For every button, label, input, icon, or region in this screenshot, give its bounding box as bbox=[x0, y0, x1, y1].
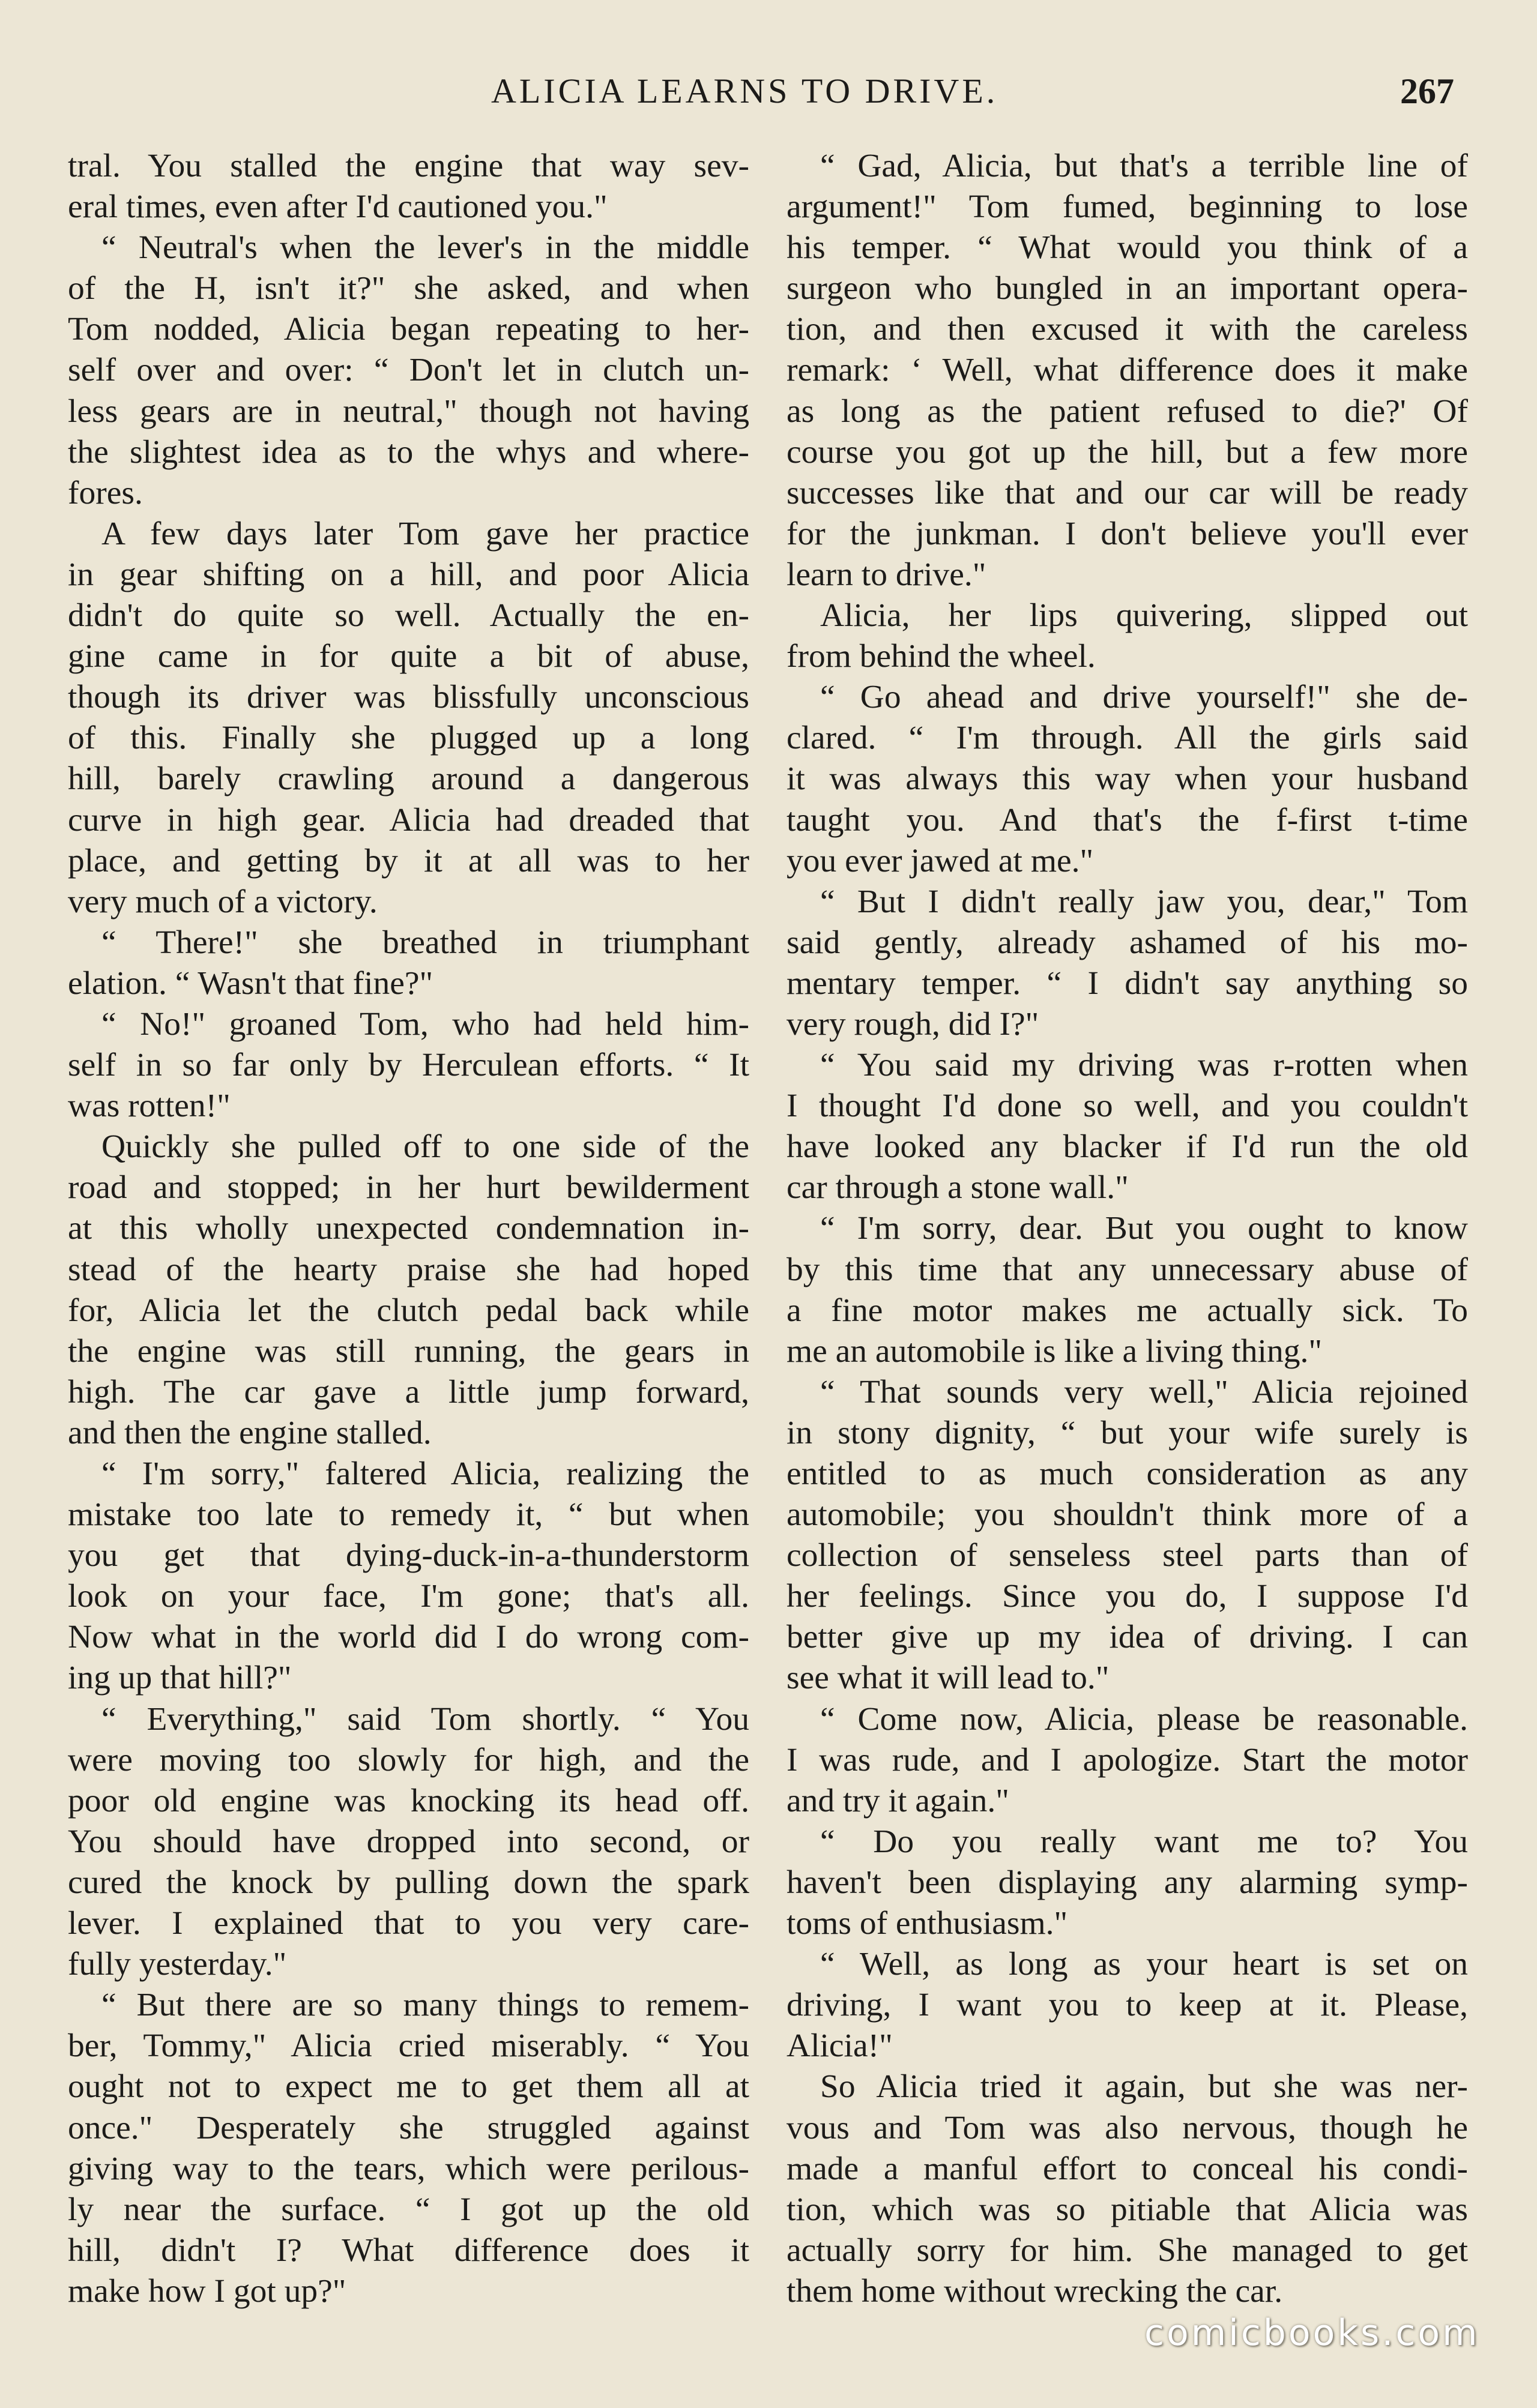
text-line: poor old engine was knocking its head off. bbox=[68, 1782, 749, 1819]
text-line: it was always this way when your husband bbox=[787, 760, 1468, 798]
text-line: fores. bbox=[68, 474, 143, 511]
text-line: of this. Finally she plugged up a long bbox=[68, 720, 749, 757]
text-line: see what it will lead to." bbox=[787, 1660, 1110, 1697]
text-line: argument!" Tom fumed, beginning to lose bbox=[787, 188, 1468, 226]
text-line: cured the knock by pulling down the spark bbox=[68, 1864, 749, 1901]
text-line: driving, I want you to keep at it. Please, bbox=[787, 1987, 1468, 2024]
text-line: “ But I didn't really jaw you, dear," Tom bbox=[820, 883, 1468, 920]
text-line: self over and over: “ Don't let in clutch un- bbox=[68, 352, 749, 389]
text-line: ber, Tommy," Alicia cried miserably. “ You bbox=[68, 2027, 749, 2065]
text-line: collection of senseless steel parts than of bbox=[787, 1537, 1468, 1574]
text-line: road and stopped; in her hurt bewilderment bbox=[68, 1169, 749, 1206]
watermark: comicbooks.com bbox=[1144, 2312, 1480, 2354]
text-line: make how I got up?" bbox=[68, 2272, 346, 2310]
text-line: car through a stone wall." bbox=[787, 1169, 1129, 1206]
text-line: ing up that hill?" bbox=[68, 1660, 292, 1697]
text-line: I was rude, and I apologize. Start the motor bbox=[787, 1741, 1468, 1778]
text-line: A few days later Tom gave her practice bbox=[101, 515, 749, 552]
text-line: tion, which was so pitiable that Alicia was bbox=[787, 2191, 1468, 2228]
text-line: clared. “ I'm through. All the girls said bbox=[787, 720, 1468, 757]
text-line: actually sorry for him. She managed to get bbox=[787, 2232, 1468, 2269]
text-line: in gear shifting on a hill, and poor Alicia bbox=[68, 556, 749, 593]
text-line: taught you. And that's the f-first t-time bbox=[787, 801, 1468, 838]
text-line: “ Everything," said Tom shortly. “ You bbox=[101, 1700, 749, 1738]
text-line: “ I'm sorry, dear. But you ought to know bbox=[820, 1210, 1468, 1247]
text-line: entitled to as much consideration as any bbox=[787, 1455, 1468, 1492]
left-column bbox=[68, 146, 749, 2312]
text-line: hill, barely crawling around a dangerous bbox=[68, 760, 749, 798]
text-line: course you got up the hill, but a few more bbox=[787, 433, 1468, 471]
text-line: “ Go ahead and drive yourself!" she de- bbox=[820, 679, 1468, 716]
text-line: I thought I'd done so well, and you couldn't bbox=[787, 1088, 1468, 1125]
text-line: in stony dignity, “ but your wife surely is bbox=[787, 1414, 1468, 1451]
text-line: made a manful effort to conceal his condi- bbox=[787, 2150, 1468, 2187]
text-line: you get that dying-duck-in-a-thunderstorm bbox=[68, 1537, 749, 1574]
running-header bbox=[0, 71, 1537, 113]
text-line: Now what in the world did I do wrong com- bbox=[68, 1619, 749, 1656]
text-line: of the H, isn't it?" she asked, and when bbox=[68, 270, 749, 307]
text-line: “ Neutral's when the lever's in the middle bbox=[101, 229, 749, 266]
text-line: his temper. “ What would you think of a bbox=[787, 229, 1468, 266]
text-line: mentary temper. “ I didn't say anything so bbox=[787, 965, 1468, 1002]
text-line: tion, and then excused it with the careless bbox=[787, 311, 1468, 348]
text-line: didn't do quite so well. Actually the en- bbox=[68, 597, 749, 634]
text-line: successes like that and our car will be ready bbox=[787, 474, 1468, 511]
text-line: at this wholly unexpected condemnation in- bbox=[68, 1210, 749, 1247]
text-line: “ But there are so many things to remem- bbox=[101, 1987, 749, 2024]
text-line: learn to drive." bbox=[787, 556, 986, 593]
text-line: curve in high gear. Alicia had dreaded that bbox=[68, 801, 749, 838]
text-line: as long as the patient refused to die?' Of bbox=[787, 393, 1468, 430]
text-line: mistake too late to remedy it, “ but when bbox=[68, 1496, 749, 1534]
text-line: very much of a victory. bbox=[68, 883, 378, 920]
text-line: haven't been displaying any alarming symp- bbox=[787, 1864, 1468, 1901]
right-column bbox=[787, 146, 1468, 2312]
text-line: me an automobile is like a living thing." bbox=[787, 1332, 1323, 1370]
text-line: for the junkman. I don't believe you'll ever bbox=[787, 515, 1468, 552]
text-line: “ I'm sorry," faltered Alicia, realizing the bbox=[101, 1455, 749, 1492]
text-line: “ No!" groaned Tom, who had held him- bbox=[101, 1005, 749, 1043]
text-line: vous and Tom was also nervous, though he bbox=[787, 2109, 1468, 2146]
text-line: once." Desperately she struggled against bbox=[68, 2109, 749, 2146]
text-line: “ Gad, Alicia, but that's a terrible line of bbox=[820, 148, 1468, 184]
text-line: tral. You stalled the engine that way sev- bbox=[68, 148, 749, 184]
running-title: ALICIA LEARNS TO DRIVE. bbox=[491, 71, 998, 110]
text-line: ought not to expect me to get them all at bbox=[68, 2068, 749, 2105]
text-line: “ Well, as long as your heart is set on bbox=[820, 1946, 1468, 1983]
text-line: So Alicia tried it again, but she was ner- bbox=[820, 2068, 1468, 2105]
text-line: “ That sounds very well," Alicia rejoined bbox=[820, 1373, 1468, 1410]
text-line: surgeon who bungled in an important opera- bbox=[787, 270, 1468, 307]
text-line: look on your face, I'm gone; that's all. bbox=[68, 1578, 749, 1615]
text-line: a fine motor makes me actually sick. To bbox=[787, 1292, 1468, 1329]
text-line: gine came in for quite a bit of abuse, bbox=[68, 638, 749, 675]
text-line: lever. I explained that to you very care- bbox=[68, 1905, 749, 1942]
text-line: was rotten!" bbox=[68, 1088, 231, 1125]
text-line: You should have dropped into second, or bbox=[68, 1823, 749, 1860]
text-line: ly near the surface. “ I got up the old bbox=[68, 2191, 749, 2228]
text-line: by this time that any unnecessary abuse of bbox=[787, 1251, 1468, 1288]
text-line: “ You said my driving was r-rotten when bbox=[820, 1047, 1468, 1084]
text-line: less gears are in neutral," though not having bbox=[68, 393, 749, 430]
text-line: eral times, even after I'd cautioned you." bbox=[68, 188, 608, 226]
text-line: remark: ‘ Well, what difference does it make bbox=[787, 352, 1468, 389]
text-line: giving way to the tears, which were perilous- bbox=[68, 2150, 749, 2187]
text-line: better give up my idea of driving. I can bbox=[787, 1619, 1468, 1656]
text-line: said gently, already ashamed of his mo- bbox=[787, 924, 1468, 961]
text-line: you ever jawed at me." bbox=[787, 842, 1094, 879]
text-line: them home without wrecking the car. bbox=[787, 2272, 1283, 2310]
text-line: and try it again." bbox=[787, 1782, 1009, 1819]
text-line: toms of enthusiasm." bbox=[787, 1905, 1068, 1942]
text-line: have looked any blacker if I'd run the old bbox=[787, 1128, 1468, 1166]
text-line: “ Do you really want me to? You bbox=[820, 1823, 1468, 1860]
text-line: her feelings. Since you do, I suppose I'd bbox=[787, 1578, 1468, 1615]
page-number: 267 bbox=[1400, 71, 1454, 111]
text-line: high. The car gave a little jump forward, bbox=[68, 1373, 749, 1410]
text-line: fully yesterday." bbox=[68, 1946, 287, 1983]
text-line: “ Come now, Alicia, please be reasonable. bbox=[820, 1700, 1468, 1738]
text-line: from behind the wheel. bbox=[787, 638, 1096, 675]
text-line: for, Alicia let the clutch pedal back while bbox=[68, 1292, 749, 1329]
text-line: place, and getting by it at all was to her bbox=[68, 842, 749, 879]
text-line: the slightest idea as to the whys and where- bbox=[68, 433, 749, 471]
text-line: the engine was still running, the gears in bbox=[68, 1332, 749, 1370]
text-line: Alicia!" bbox=[787, 2027, 893, 2065]
text-line: Quickly she pulled off to one side of the bbox=[101, 1128, 749, 1166]
text-line: “ There!" she breathed in triumphant bbox=[101, 924, 749, 961]
text-line: Alicia, her lips quivering, slipped out bbox=[820, 597, 1468, 634]
text-line: were moving too slowly for high, and the bbox=[68, 1741, 749, 1778]
text-line: and then the engine stalled. bbox=[68, 1414, 432, 1451]
text-line: automobile; you shouldn't think more of a bbox=[787, 1496, 1468, 1534]
text-line: very rough, did I?" bbox=[787, 1005, 1039, 1043]
text-line: elation. “ Wasn't that fine?" bbox=[68, 965, 433, 1002]
text-line: self in so far only by Herculean efforts. “ It bbox=[68, 1047, 749, 1084]
text-line: though its driver was blissfully unconscious bbox=[68, 679, 749, 716]
text-line: stead of the hearty praise she had hoped bbox=[68, 1251, 749, 1288]
text-line: hill, didn't I? What difference does it bbox=[68, 2232, 749, 2269]
text-line: Tom nodded, Alicia began repeating to her- bbox=[68, 311, 749, 348]
